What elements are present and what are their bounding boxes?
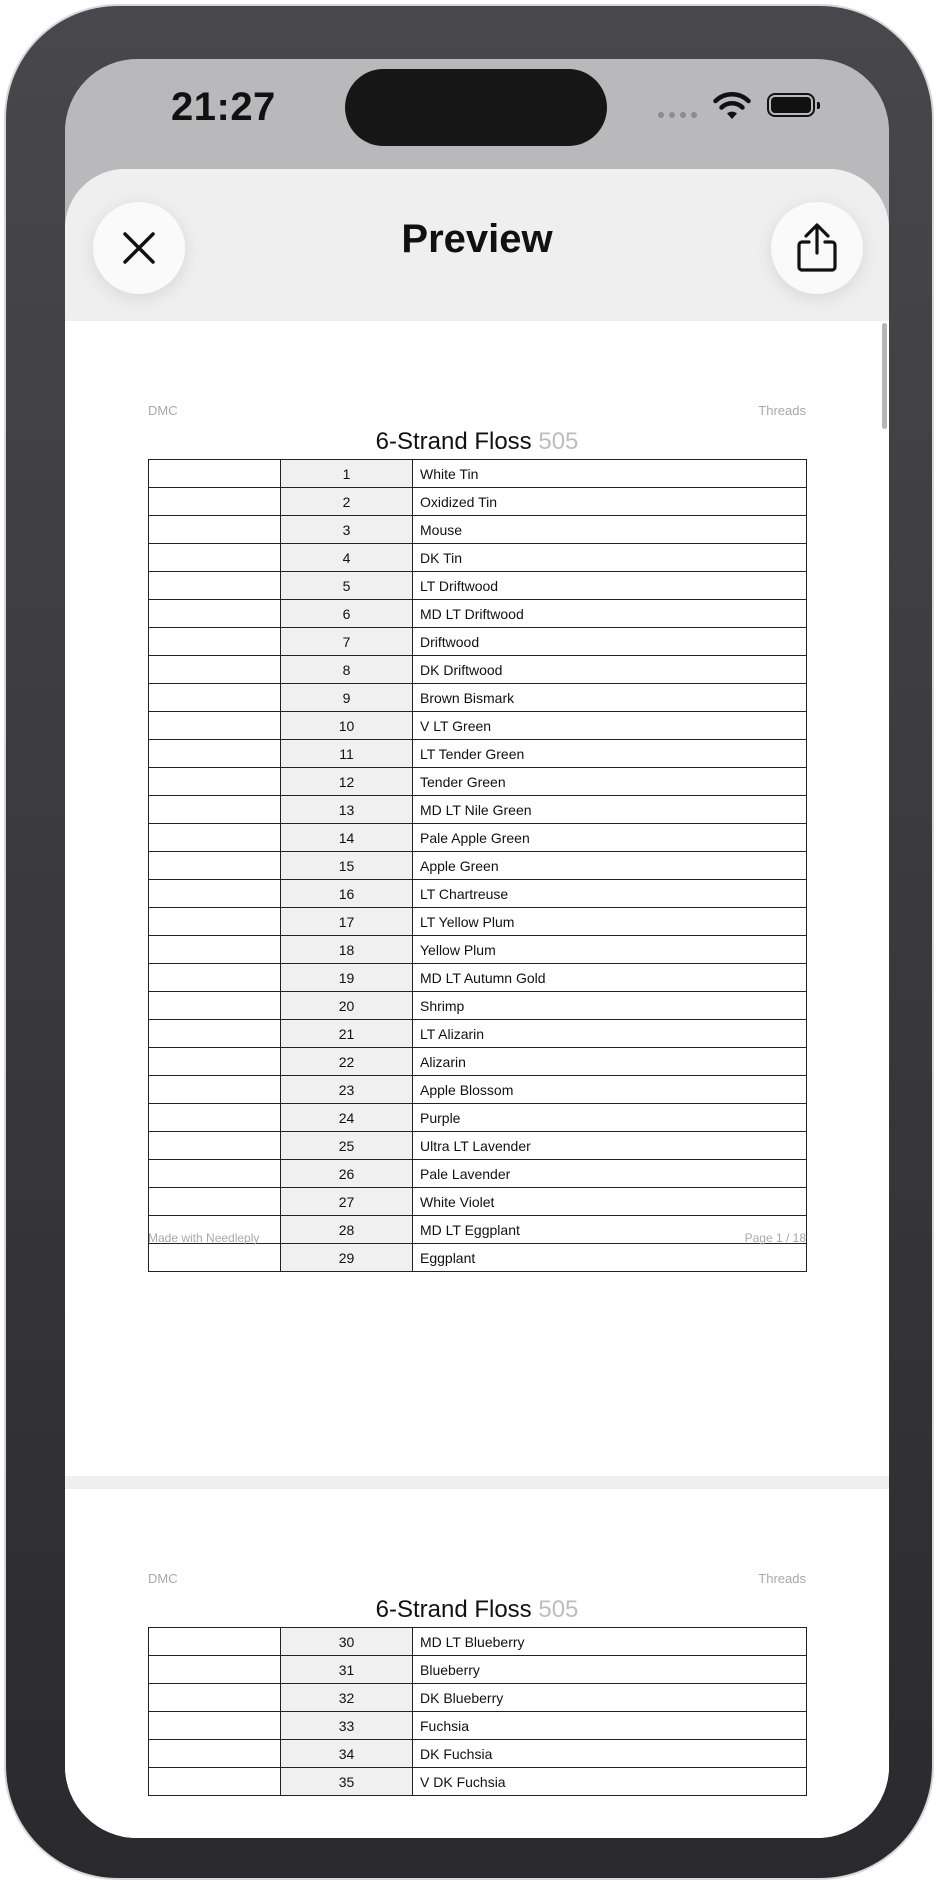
page-title-text: 6-Strand Floss: [375, 428, 532, 455]
thread-name-cell: DK Tin: [413, 544, 807, 572]
table-row: [149, 1740, 807, 1768]
table-row: [149, 488, 807, 516]
thread-name-cell: Pale Apple Green: [413, 824, 807, 852]
cellular-signal-icon: [658, 112, 697, 118]
table-row: [149, 908, 807, 936]
table-row: [149, 1712, 807, 1740]
thread-name-cell: Brown Bismark: [413, 684, 807, 712]
preview-sheet: [65, 169, 889, 1838]
thread-number-cell: 31: [281, 1656, 413, 1684]
table-row: [149, 572, 807, 600]
thread-name-cell: LT Yellow Plum: [413, 908, 807, 936]
symbol-cell: [149, 852, 281, 880]
table-row: [149, 684, 807, 712]
symbol-cell: [149, 1132, 281, 1160]
thread-name-cell: DK Fuchsia: [413, 1740, 807, 1768]
page-title: [65, 1596, 889, 1624]
thread-number-cell: 9: [281, 684, 413, 712]
sheet-title: Preview: [401, 217, 553, 261]
symbol-cell: [149, 1768, 281, 1796]
symbol-cell: [149, 488, 281, 516]
thread-name-cell: Alizarin: [413, 1048, 807, 1076]
thread-number-cell: 15: [281, 852, 413, 880]
page-title: [65, 428, 889, 456]
thread-number-cell: 23: [281, 1076, 413, 1104]
thread-name-cell: Apple Blossom: [413, 1076, 807, 1104]
symbol-cell: [149, 656, 281, 684]
table-row: [149, 1020, 807, 1048]
symbol-cell: [149, 712, 281, 740]
symbol-cell: [149, 768, 281, 796]
thread-number-cell: 21: [281, 1020, 413, 1048]
table-row: [149, 628, 807, 656]
table-row: [149, 1684, 807, 1712]
page-brand: DMC: [148, 1571, 178, 1586]
symbol-cell: [149, 936, 281, 964]
battery-icon: [767, 93, 815, 117]
table-row: [149, 460, 807, 488]
wifi-icon: [712, 90, 752, 122]
symbol-cell: [149, 824, 281, 852]
thread-name-cell: Driftwood: [413, 628, 807, 656]
table-row: [149, 824, 807, 852]
symbol-cell: [149, 572, 281, 600]
symbol-cell: [149, 1244, 281, 1272]
table-row: [149, 1244, 807, 1272]
footer-made-with: Made with Needleply: [148, 1231, 260, 1245]
symbol-cell: [149, 796, 281, 824]
sheet-header: [65, 169, 889, 321]
table-row: [149, 964, 807, 992]
thread-name-cell: LT Chartreuse: [413, 880, 807, 908]
symbol-cell: [149, 908, 281, 936]
thread-number-cell: 17: [281, 908, 413, 936]
table-row: [149, 1160, 807, 1188]
symbol-cell: [149, 1160, 281, 1188]
thread-number-cell: 18: [281, 936, 413, 964]
thread-name-cell: MD LT Autumn Gold: [413, 964, 807, 992]
symbol-cell: [149, 544, 281, 572]
thread-name-cell: White Violet: [413, 1188, 807, 1216]
thread-name-cell: Blueberry: [413, 1656, 807, 1684]
thread-number-cell: 26: [281, 1160, 413, 1188]
page-title-number: 505: [538, 1596, 579, 1623]
symbol-cell: [149, 964, 281, 992]
thread-name-cell: MD LT Blueberry: [413, 1628, 807, 1656]
table-row: [149, 544, 807, 572]
thread-name-cell: Ultra LT Lavender: [413, 1132, 807, 1160]
thread-number-cell: 11: [281, 740, 413, 768]
table-row: [149, 1628, 807, 1656]
thread-name-cell: Fuchsia: [413, 1712, 807, 1740]
table-row: [149, 880, 807, 908]
thread-name-cell: V DK Fuchsia: [413, 1768, 807, 1796]
table-row: [149, 712, 807, 740]
thread-number-cell: 20: [281, 992, 413, 1020]
thread-name-cell: LT Tender Green: [413, 740, 807, 768]
status-time: 21:27: [171, 85, 276, 129]
table-row: [149, 768, 807, 796]
thread-number-cell: 35: [281, 1768, 413, 1796]
thread-name-cell: Apple Green: [413, 852, 807, 880]
thread-name-cell: Yellow Plum: [413, 936, 807, 964]
thread-name-cell: DK Driftwood: [413, 656, 807, 684]
thread-number-cell: 28: [281, 1216, 413, 1244]
scrollbar[interactable]: [882, 323, 887, 429]
table-row: [149, 1768, 807, 1796]
thread-name-cell: Tender Green: [413, 768, 807, 796]
symbol-cell: [149, 880, 281, 908]
thread-name-cell: Eggplant: [413, 1244, 807, 1272]
thread-number-cell: 2: [281, 488, 413, 516]
symbol-cell: [149, 460, 281, 488]
table-row: [149, 1188, 807, 1216]
symbol-cell: [149, 516, 281, 544]
thread-number-cell: 6: [281, 600, 413, 628]
symbol-cell: [149, 600, 281, 628]
footer-page-number: Page 1 / 18: [744, 1231, 806, 1245]
table-row: [149, 1048, 807, 1076]
thread-number-cell: 24: [281, 1104, 413, 1132]
thread-name-cell: Oxidized Tin: [413, 488, 807, 516]
thread-number-cell: 30: [281, 1628, 413, 1656]
table-row: [149, 1076, 807, 1104]
symbol-cell: [149, 1188, 281, 1216]
thread-name-cell: Pale Lavender: [413, 1160, 807, 1188]
symbol-cell: [149, 1656, 281, 1684]
thread-name-cell: MD LT Eggplant: [413, 1216, 807, 1244]
thread-name-cell: V LT Green: [413, 712, 807, 740]
device-frame: [6, 6, 932, 1878]
table-row: [149, 992, 807, 1020]
symbol-cell: [149, 1048, 281, 1076]
symbol-cell: [149, 1684, 281, 1712]
page-title-number: 505: [538, 428, 579, 455]
symbol-cell: [149, 684, 281, 712]
thread-name-cell: MD LT Driftwood: [413, 600, 807, 628]
share-button[interactable]: [771, 202, 863, 294]
symbol-cell: [149, 1020, 281, 1048]
thread-table: [148, 459, 807, 1272]
thread-number-cell: 29: [281, 1244, 413, 1272]
dynamic-island: [345, 69, 607, 146]
thread-number-cell: 4: [281, 544, 413, 572]
thread-table: [148, 1627, 807, 1796]
page-brand: DMC: [148, 403, 178, 418]
thread-name-cell: MD LT Nile Green: [413, 796, 807, 824]
thread-name-cell: Purple: [413, 1104, 807, 1132]
page-title-text: 6-Strand Floss: [375, 1596, 532, 1623]
thread-number-cell: 13: [281, 796, 413, 824]
pdf-preview-scroll[interactable]: [65, 321, 889, 1838]
thread-number-cell: 10: [281, 712, 413, 740]
symbol-cell: [149, 1740, 281, 1768]
symbol-cell: [149, 1628, 281, 1656]
table-row: [149, 936, 807, 964]
screen: [65, 59, 889, 1838]
thread-number-cell: 25: [281, 1132, 413, 1160]
thread-number-cell: 22: [281, 1048, 413, 1076]
thread-number-cell: 27: [281, 1188, 413, 1216]
thread-number-cell: 34: [281, 1740, 413, 1768]
thread-number-cell: 32: [281, 1684, 413, 1712]
symbol-cell: [149, 1104, 281, 1132]
table-row: [149, 796, 807, 824]
table-row: [149, 1104, 807, 1132]
symbol-cell: [149, 740, 281, 768]
table-row: [149, 852, 807, 880]
thread-name-cell: LT Driftwood: [413, 572, 807, 600]
status-bar: [65, 59, 889, 169]
thread-number-cell: 5: [281, 572, 413, 600]
table-row: [149, 1132, 807, 1160]
symbol-cell: [149, 628, 281, 656]
symbol-cell: [149, 1712, 281, 1740]
table-row: [149, 740, 807, 768]
pdf-page: [65, 321, 889, 1476]
thread-number-cell: 7: [281, 628, 413, 656]
thread-name-cell: LT Alizarin: [413, 1020, 807, 1048]
symbol-cell: [149, 992, 281, 1020]
thread-number-cell: 14: [281, 824, 413, 852]
thread-name-cell: Shrimp: [413, 992, 807, 1020]
thread-number-cell: 16: [281, 880, 413, 908]
thread-name-cell: White Tin: [413, 460, 807, 488]
thread-number-cell: 1: [281, 460, 413, 488]
thread-number-cell: 12: [281, 768, 413, 796]
page-section: Threads: [758, 1571, 806, 1586]
table-row: [149, 1656, 807, 1684]
thread-number-cell: 8: [281, 656, 413, 684]
pdf-page: [65, 1489, 889, 1838]
symbol-cell: [149, 1076, 281, 1104]
thread-name-cell: Mouse: [413, 516, 807, 544]
table-row: [149, 600, 807, 628]
table-row: [149, 656, 807, 684]
thread-number-cell: 3: [281, 516, 413, 544]
thread-name-cell: DK Blueberry: [413, 1684, 807, 1712]
share-icon: [795, 223, 839, 273]
thread-number-cell: 33: [281, 1712, 413, 1740]
thread-number-cell: 19: [281, 964, 413, 992]
page-section: Threads: [758, 403, 806, 418]
table-row: [149, 516, 807, 544]
